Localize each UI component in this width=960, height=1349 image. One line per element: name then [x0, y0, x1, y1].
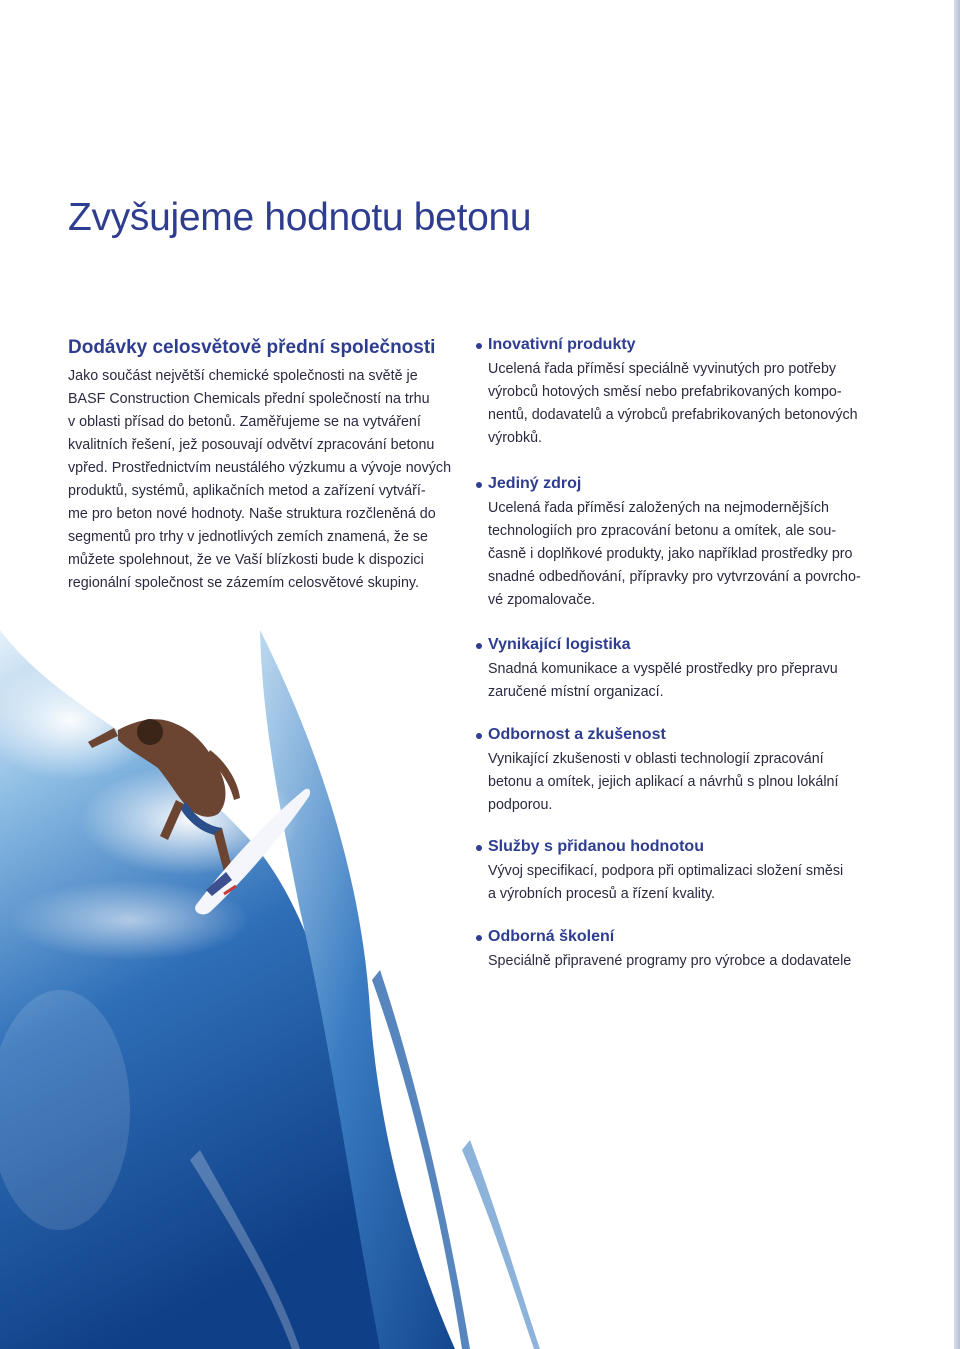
feature-heading: Odborná školení	[488, 928, 615, 945]
intro-line: regionální společnost se zázemím celosvětové skupiny.	[68, 575, 419, 591]
bullet-icon	[476, 845, 482, 851]
intro-section	[68, 337, 460, 595]
bullet-icon	[476, 343, 482, 349]
feature-text	[488, 358, 871, 450]
intro-heading: Dodávky celosvětově přední společnosti	[68, 337, 436, 358]
feature-text	[488, 748, 871, 817]
feature-heading: Služby s přidanou hodnotou	[488, 838, 704, 855]
feature-item-expertise	[476, 726, 871, 817]
feature-line: a výrobních procesů a řízení kvality.	[488, 886, 715, 902]
feature-heading: Odbornost a zkušenost	[488, 726, 666, 743]
page-title: Zvyšujeme hodnotu betonu	[68, 196, 532, 239]
intro-line: segmentů pro trhy v jednotlivých zemích znamená, že se	[68, 529, 428, 545]
feature-line: betonu a omítek, jejich aplikací a návrhů s plnou lokální	[488, 774, 839, 790]
feature-heading: Vynikající logistika	[488, 636, 631, 653]
feature-text	[488, 950, 871, 973]
feature-line: technologiích pro zpracování betonu a omítek, ale sou-	[488, 523, 837, 539]
feature-line: výrobků.	[488, 430, 543, 446]
features-list	[476, 336, 871, 973]
feature-line: Vynikající zkušenosti v oblasti technologií zpracování	[488, 751, 824, 767]
intro-line: Jako součást největší chemické společnosti na světě je	[68, 368, 418, 384]
feature-text	[488, 658, 871, 704]
feature-line: podporou.	[488, 797, 553, 813]
intro-line: kvalitních řešení, jež posouvají odvětví zpracování betonu	[68, 437, 435, 453]
bullet-icon	[476, 643, 482, 649]
bullet-icon	[476, 482, 482, 488]
feature-heading: Jediný zdroj	[488, 475, 582, 492]
feature-line: nentů, dodavatelů a výrobců prefabrikovaných betonových	[488, 407, 858, 423]
feature-text	[488, 497, 871, 612]
feature-line: Ucelená řada příměsí speciálně vyvinutých pro potřeby	[488, 361, 837, 377]
intro-paragraph	[68, 365, 460, 595]
feature-line: Snadná komunikace a vyspělé prostředky pro přepravu	[488, 661, 838, 677]
feature-item-added-value-services	[476, 838, 871, 906]
intro-line: v oblasti přísad do betonů. Zaměřujeme se na vytváření	[68, 414, 421, 430]
feature-line: výrobců hotových směsí nebo prefabrikovaných kompo-	[488, 384, 842, 400]
feature-line: Vývoj specifikací, podpora při optimalizaci složení směsi	[488, 863, 844, 879]
feature-line: snadné odbedňování, přípravky pro vytvrzování a povrcho-	[488, 569, 861, 585]
page-edge	[954, 0, 960, 1349]
bullet-icon	[476, 935, 482, 941]
feature-line: zaručené místní organizací.	[488, 684, 664, 700]
feature-line: vé zpomalovače.	[488, 592, 596, 608]
feature-heading: Inovativní produkty	[488, 336, 636, 353]
feature-item-training	[476, 928, 871, 973]
intro-line: BASF Construction Chemicals přední společností na trhu	[68, 391, 430, 407]
feature-line: Ucelená řada příměsí založených na nejmodernějších	[488, 500, 829, 516]
intro-line: produktů, systémů, aplikačních metod a zařízení vytváří-	[68, 483, 426, 499]
feature-line: Speciálně připravené programy pro výrobce a dodavatele	[488, 953, 852, 969]
feature-line: časně i doplňkové produkty, jako například prostředky pro	[488, 546, 853, 562]
feature-item-logistics	[476, 636, 871, 704]
feature-item-innovative-products	[476, 336, 871, 450]
feature-item-single-source	[476, 475, 871, 612]
intro-line: můžete spolehnout, že ve Vaší blízkosti bude k dispozici	[68, 552, 424, 568]
feature-text	[488, 860, 871, 906]
bullet-icon	[476, 733, 482, 739]
intro-line: vpřed. Prostřednictvím neustálého výzkumu a vývoje nových	[68, 460, 452, 476]
intro-line: me pro beton nové hodnoty. Naše struktura rozčleněná do	[68, 506, 436, 522]
